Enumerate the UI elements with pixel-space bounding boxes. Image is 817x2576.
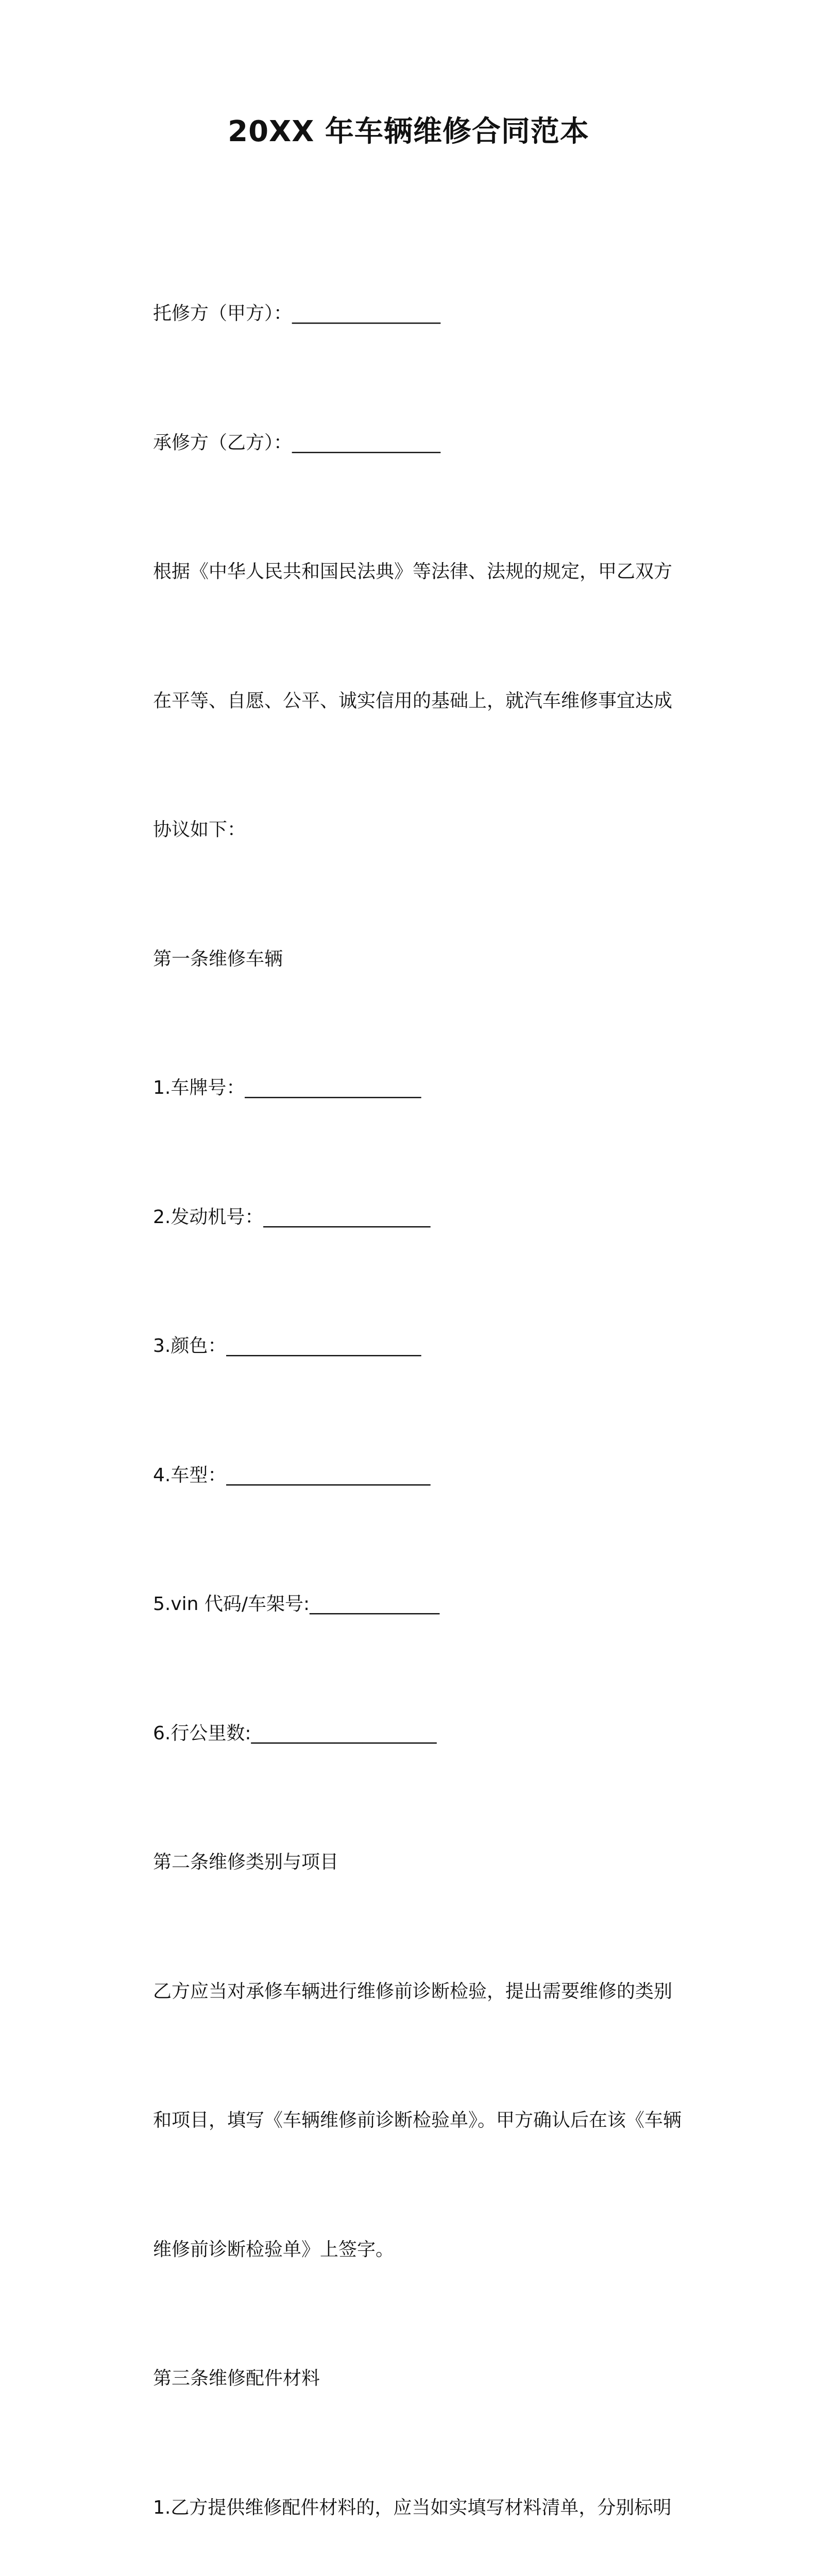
plate-number-line: 1.车牌号：___________________ bbox=[153, 1077, 421, 1098]
document-title: 20XX 年车辆维修合同范本 bbox=[228, 115, 589, 148]
article-3-heading: 第三条维修配件材料 bbox=[153, 2368, 320, 2389]
article-2-line-1: 乙方应当对承修车辆进行维修前诊断检验，提出需要维修的类别 bbox=[153, 1980, 673, 2002]
mileage-line: 6.行公里数:____________________ bbox=[153, 1722, 437, 1744]
document-body bbox=[153, 206, 694, 2576]
engine-number-line: 2.发动机号：__________________ bbox=[153, 1206, 431, 1228]
article-2-heading: 第二条维修类别与项目 bbox=[153, 1852, 339, 1873]
color-line: 3.颜色：_____________________ bbox=[153, 1335, 421, 1357]
preamble-line-1: 根据《中华人民共和国民法典》等法律、法规的规定，甲乙双方 bbox=[153, 561, 673, 582]
article-2-line-3: 维修前诊断检验单》上签字。 bbox=[153, 2239, 395, 2260]
vin-line: 5.vin 代码/车架号:______________ bbox=[153, 1594, 440, 1615]
preamble-line-3: 协议如下： bbox=[153, 819, 246, 840]
article-1-heading: 第一条维修车辆 bbox=[153, 948, 283, 970]
preamble-line-2: 在平等、自愿、公平、诚实信用的基础上，就汽车维修事宜达成 bbox=[153, 690, 673, 711]
party-b-line: 承修方（乙方）：________________ bbox=[153, 432, 441, 453]
model-line: 4.车型：______________________ bbox=[153, 1464, 431, 1486]
party-a-line: 托修方（甲方）：________________ bbox=[153, 303, 441, 324]
article-3-line-1: 1.乙方提供维修配件材料的，应当如实填写材料清单，分别标明 bbox=[153, 2497, 672, 2518]
article-2-line-2: 和项目，填写《车辆维修前诊断检验单》。甲方确认后在该《车辆 bbox=[153, 2110, 682, 2131]
